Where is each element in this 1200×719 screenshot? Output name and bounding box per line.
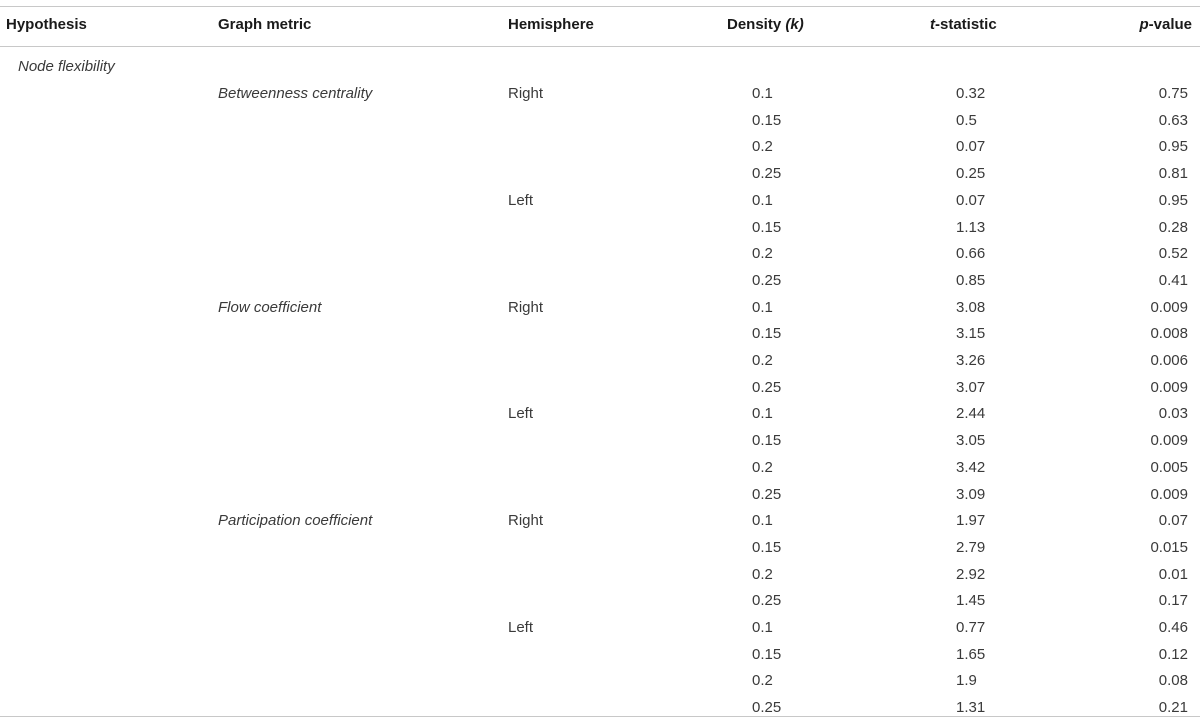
header-graph-metric: Graph metric xyxy=(218,16,312,33)
density-cell: 0.15 xyxy=(752,538,782,556)
density-cell: 0.25 xyxy=(752,378,782,396)
t-statistic-cell: 3.15 xyxy=(956,325,986,343)
p-value-cell: 0.95 xyxy=(1158,138,1188,156)
graph-metric-label: Flow coefficient xyxy=(218,298,322,316)
hemisphere-label: Left xyxy=(508,405,534,423)
header-density-label: Density xyxy=(727,16,782,33)
p-value-cell: 0.006 xyxy=(1150,352,1188,369)
t-statistic-cell: 2.92 xyxy=(956,565,986,583)
t-statistic-cell: 3.09 xyxy=(956,485,986,503)
density-cell: 0.1 xyxy=(752,85,773,102)
p-value-cell: 0.21 xyxy=(1158,699,1188,717)
density-cell: 0.15 xyxy=(752,645,782,663)
p-value-cell: 0.46 xyxy=(1158,619,1188,636)
t-statistic-cell: 0.5 xyxy=(956,111,977,129)
t-statistic-cell: 3.26 xyxy=(956,352,986,369)
header-density-k: (k) xyxy=(785,16,804,33)
graph-metric-label: Participation coefficient xyxy=(218,512,373,530)
p-value-cell: 0.015 xyxy=(1150,538,1188,556)
hemisphere-label: Left xyxy=(508,191,534,209)
t-statistic-cell: 0.07 xyxy=(956,191,986,209)
t-statistic-cell: 3.07 xyxy=(956,378,986,396)
header-p-value xyxy=(1139,15,1192,35)
density-cell: 0.2 xyxy=(752,352,773,369)
table-top-rule xyxy=(0,6,1200,7)
header-hemisphere: Hemisphere xyxy=(508,16,594,33)
t-statistic-cell: 1.31 xyxy=(956,699,986,717)
p-value-cell: 0.17 xyxy=(1158,592,1188,610)
density-cell: 0.1 xyxy=(752,619,773,636)
density-cell: 0.25 xyxy=(752,485,782,503)
header-p-rest: -value xyxy=(1148,16,1192,33)
p-value-cell: 0.009 xyxy=(1150,485,1188,503)
table-bottom-rule xyxy=(0,716,1200,717)
t-statistic-cell: 0.66 xyxy=(956,245,986,263)
density-cell: 0.25 xyxy=(752,699,782,717)
p-value-cell: 0.81 xyxy=(1158,165,1188,183)
p-value-cell: 0.008 xyxy=(1150,325,1188,343)
t-statistic-cell: 0.32 xyxy=(956,85,986,102)
t-statistic-cell: 0.77 xyxy=(956,619,986,636)
p-value-cell: 0.07 xyxy=(1158,512,1188,530)
t-statistic-cell: 1.9 xyxy=(956,672,977,690)
t-statistic-cell: 2.79 xyxy=(956,538,986,556)
density-cell: 0.15 xyxy=(752,111,782,129)
header-p-italic: p xyxy=(1139,16,1149,33)
density-cell: 0.1 xyxy=(752,512,773,530)
graph-metric-label: Betweenness centrality xyxy=(218,85,373,102)
p-value-cell: 0.08 xyxy=(1158,672,1188,690)
t-statistic-cell: 1.13 xyxy=(956,218,986,236)
hypothesis-label: Node flexibility xyxy=(18,58,115,75)
header-t-statistic xyxy=(930,15,997,35)
t-statistic-cell: 0.85 xyxy=(956,271,986,289)
hemisphere-label: Right xyxy=(508,85,544,102)
header-t-rest: -statistic xyxy=(935,16,997,33)
hemisphere-label: Right xyxy=(508,512,544,530)
density-cell: 0.2 xyxy=(752,458,773,476)
hemisphere-label: Right xyxy=(508,298,544,316)
density-cell: 0.2 xyxy=(752,245,773,263)
hemisphere-label: Left xyxy=(508,619,534,636)
p-value-cell: 0.03 xyxy=(1158,405,1188,423)
density-cell: 0.15 xyxy=(752,218,782,236)
p-value-cell: 0.41 xyxy=(1158,271,1188,289)
density-cell: 0.25 xyxy=(752,165,782,183)
density-cell: 0.1 xyxy=(752,191,773,209)
t-statistic-cell: 1.45 xyxy=(956,592,986,610)
density-cell: 0.2 xyxy=(752,138,773,156)
t-statistic-cell: 3.05 xyxy=(956,432,986,450)
p-value-cell: 0.01 xyxy=(1158,565,1188,583)
t-statistic-cell: 0.07 xyxy=(956,138,986,156)
header-t-italic: t xyxy=(930,16,935,33)
p-value-cell: 0.52 xyxy=(1158,245,1188,263)
density-cell: 0.15 xyxy=(752,432,782,450)
p-value-cell: 0.005 xyxy=(1150,458,1188,476)
t-statistic-cell: 0.25 xyxy=(956,165,986,183)
t-statistic-cell: 3.42 xyxy=(956,458,986,476)
p-value-cell: 0.95 xyxy=(1158,191,1188,209)
density-cell: 0.15 xyxy=(752,325,782,343)
t-statistic-cell: 3.08 xyxy=(956,298,986,316)
p-value-cell: 0.28 xyxy=(1158,218,1188,236)
p-value-cell: 0.12 xyxy=(1158,645,1188,663)
p-value-cell: 0.63 xyxy=(1158,111,1188,129)
density-cell: 0.2 xyxy=(752,565,773,583)
density-cell: 0.25 xyxy=(752,592,782,610)
p-value-cell: 0.009 xyxy=(1150,432,1188,450)
t-statistic-cell: 2.44 xyxy=(956,405,986,423)
density-cell: 0.25 xyxy=(752,271,782,289)
density-cell: 0.2 xyxy=(752,672,773,690)
t-statistic-cell: 1.65 xyxy=(956,645,986,663)
p-value-cell: 0.75 xyxy=(1158,85,1188,102)
density-cell: 0.1 xyxy=(752,405,773,423)
density-cell: 0.1 xyxy=(752,298,773,316)
p-value-cell: 0.009 xyxy=(1150,298,1188,316)
header-density xyxy=(727,15,804,35)
header-divider xyxy=(0,46,1200,47)
header-hypothesis: Hypothesis xyxy=(6,16,87,33)
t-statistic-cell: 1.97 xyxy=(956,512,986,530)
p-value-cell: 0.009 xyxy=(1150,378,1188,396)
